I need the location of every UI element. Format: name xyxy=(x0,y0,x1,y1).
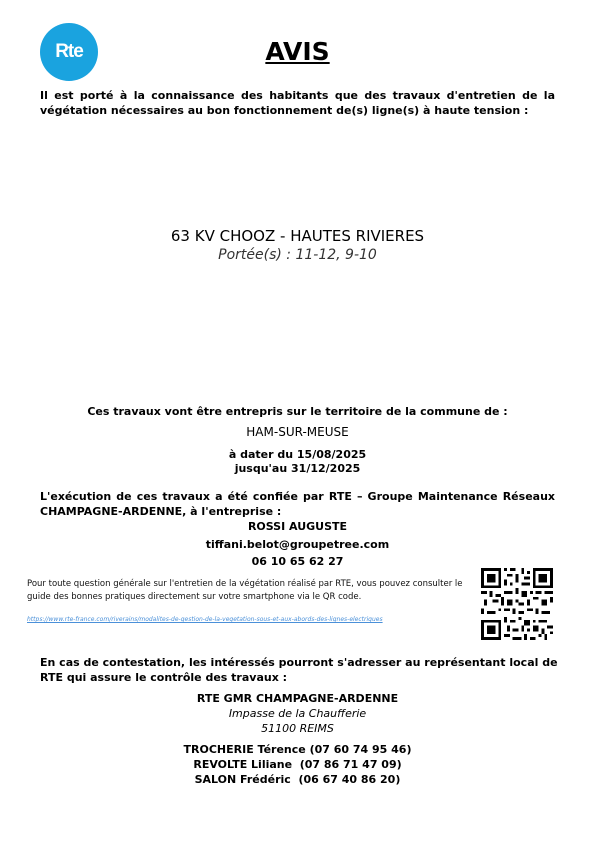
guide-link[interactable]: https://www.rte-france.com/riverains/modalites-de-gestion-de-la-vegetation-sous-et-aux-abords-des-lignes-electriques xyxy=(27,616,383,623)
qr-code[interactable] xyxy=(481,568,553,640)
contact-2: REVOLTE Liliane (07 86 71 47 09) xyxy=(193,758,402,771)
company-phone: 06 10 65 62 27 xyxy=(251,555,344,568)
end-date: jusqu'au 31/12/2025 xyxy=(234,462,361,475)
spans-list: Portée(s) : 11-12, 9-10 xyxy=(218,247,377,263)
contestation-paragraph: En cas de contestation, les intéressés pourront s'adresser au représentant local de RTE qui assure le contrôle des travaux : xyxy=(40,656,558,684)
commune-name: HAM-SUR-MEUSE xyxy=(246,425,349,439)
territory-label: Ces travaux vont être entrepris sur le territoire de la commune de : xyxy=(87,405,508,418)
contact-1: TROCHERIE Térence (07 60 74 95 46) xyxy=(183,743,412,756)
company-name: ROSSI AUGUSTE xyxy=(247,520,348,533)
company-email: tiffani.belot@groupetree.com xyxy=(205,538,390,551)
start-date: à dater du 15/08/2025 xyxy=(228,448,367,461)
contact-3: SALON Frédéric (06 67 40 86 20) xyxy=(194,773,401,786)
office-address-city: 51100 REIMS xyxy=(261,722,334,735)
power-line-name: 63 KV CHOOZ - HAUTES RIVIERES xyxy=(170,227,425,245)
rte-logo-text: Rte xyxy=(55,41,83,62)
rte-office-name: RTE GMR CHAMPAGNE-ARDENNE xyxy=(196,692,399,705)
page-title: AVIS xyxy=(265,37,330,66)
execution-paragraph: L'exécution de ces travaux a été confiée par RTE – Groupe Maintenance Réseaux CHAMPAGNE-ARDENNE, à l'entreprise : xyxy=(40,490,555,518)
office-address-street: Impasse de la Chaufferie xyxy=(228,707,367,720)
intro-paragraph: Il est porté à la connaissance des habitants que des travaux d'entretien de la végétation nécessaires au bon fonctionnement de(s) ligne(s) à haute tension : xyxy=(40,89,555,117)
qr-info-text: Pour toute question générale sur l'entretien de la végétation réalisé par RTE, vous pouvez consulter le guide des bonnes pratiques directement sur votre smartphone via le QR code. xyxy=(27,579,463,602)
